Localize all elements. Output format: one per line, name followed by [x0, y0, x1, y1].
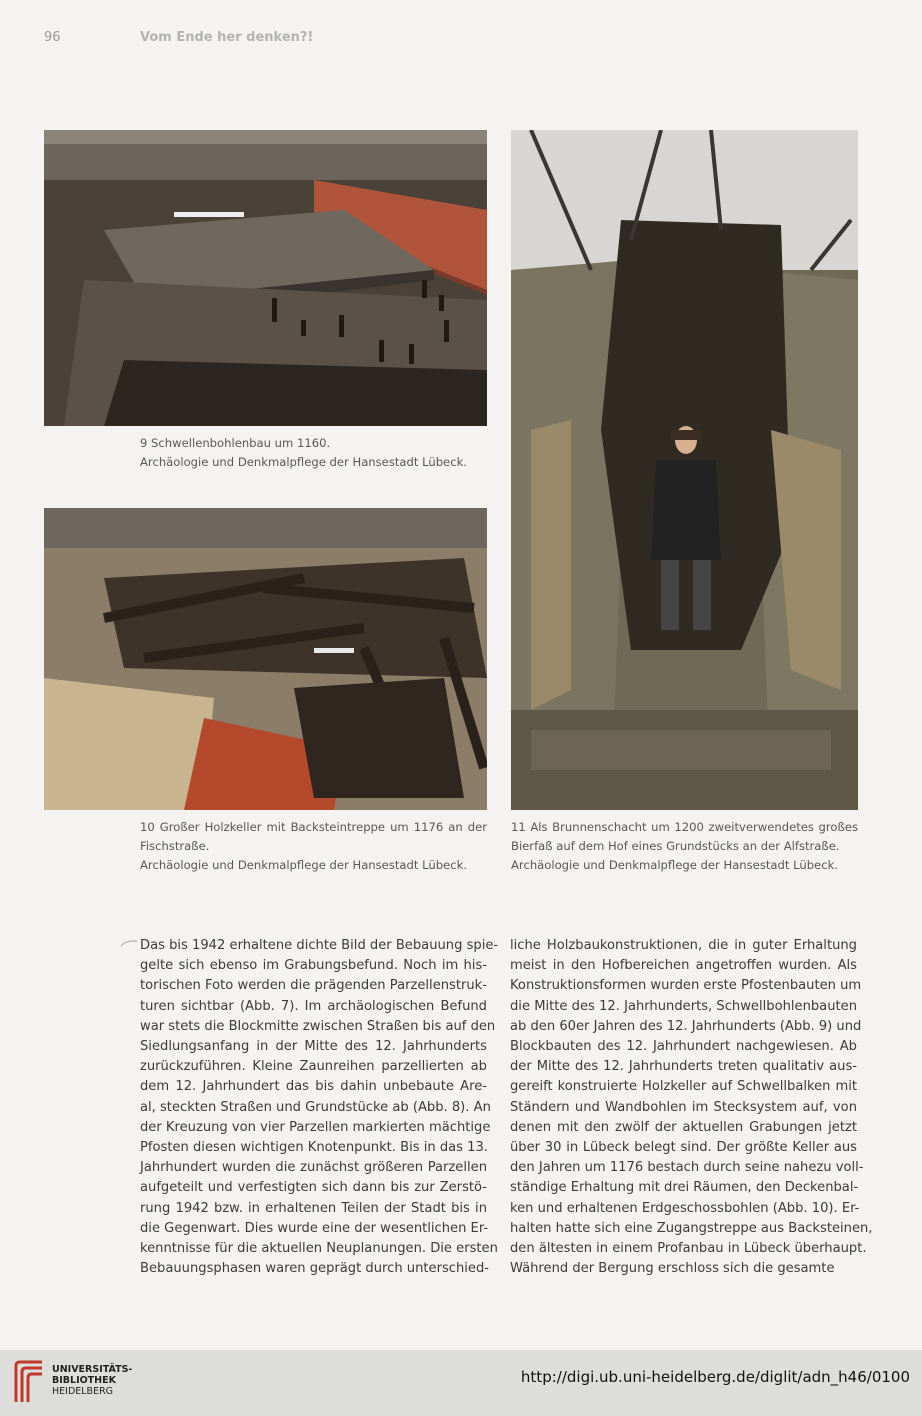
text-line: rung 1942 bzw. in erhaltenen Teilen der Stadt bis in: [140, 1200, 487, 1216]
text-line: der Kreuzung von vier Parzellen markierten mächtige: [140, 1119, 491, 1135]
figure-10-caption: [140, 818, 487, 875]
text-line: Jahrhundert wurden die zunächst größeren Parzellen: [140, 1160, 487, 1176]
text-line: al, steckten Straßen und Grundstücke ab (Abb. 8). An: [140, 1099, 491, 1115]
text-line: Konstruktionsformen wurden erste Pfostenbauten um: [510, 978, 862, 994]
text-line: war stets die Blockmitte zwischen Straßen bis auf den: [140, 1018, 496, 1034]
library-name: [52, 1364, 132, 1397]
text-line: über 30 in Lübeck belegt sind. Der größte Keller aus: [510, 1140, 857, 1156]
figure-10-photo: [44, 508, 487, 810]
source-url-link[interactable]: http://digi.ub.uni-heidelberg.de/diglit/adn_h46/0100: [520, 1368, 910, 1386]
library-name-line: UNIVERSITÄTS-: [52, 1364, 133, 1375]
caption-line: Fischstraße.: [140, 839, 210, 853]
figure-9-caption: [140, 434, 467, 472]
text-line: den Jahren um 1176 bestach durch seine nahezu voll-: [510, 1160, 864, 1176]
text-line: Ständern und Wandbohlen im Stecksystem auf, von: [510, 1099, 857, 1115]
footer-bar: [0, 1350, 922, 1416]
text-line: den ältesten in einem Profanbau in Lübeck überhaupt.: [510, 1241, 867, 1257]
text-line: aufgeteilt und verfestigten sich dann bis zur Zerstö-: [140, 1180, 487, 1196]
text-line: meist in den Hofbereichen angetroffen wurden. Als: [510, 958, 857, 974]
text-line: die Mitte des 12. Jahrhunderts, Schwellbohlenbauten: [510, 998, 857, 1014]
caption-line: Archäologie und Denkmalpflege der Hansestadt Lübeck.: [140, 858, 467, 872]
text-line: Bebauungsphasen waren geprägt durch unterschied-: [140, 1261, 489, 1277]
text-line: torischen Foto werden die prägenden Parzellenstruk-: [140, 978, 487, 994]
text-line: Pfosten diesen wichtigen Knotenpunkt. Bis in das 13.: [140, 1140, 488, 1156]
library-name-line: BIBLIOTHEK: [52, 1375, 116, 1386]
text-line: Blockbauten des 12. Jahrhundert nachgewiesen. Ab: [510, 1039, 857, 1055]
text-line: ständige Erhaltung mit drei Räumen, den Deckenbal-: [510, 1180, 859, 1196]
caption-line: Archäologie und Denkmalpflege der Hansestadt Lübeck.: [140, 455, 467, 469]
text-line: gelte sich ebenso im Grabungsbefund. Noch im his-: [140, 958, 487, 974]
caption-line: 11 Als Brunnenschacht um 1200 zweitverwendetes großes: [511, 820, 858, 834]
figure-11-photo: [511, 130, 858, 810]
caption-line: 10 Großer Holzkeller mit Backsteintreppe um 1176 an der: [140, 820, 487, 834]
pencil-mark-icon: [120, 938, 138, 948]
text-line: Während der Bergung erschloss sich die gesamte: [510, 1261, 835, 1277]
text-line: dem 12. Jahrhundert das bis dahin unbebaute Are-: [140, 1079, 487, 1095]
page-number: 96: [44, 30, 61, 45]
text-line: kenntnisse für die aktuellen Neuplanungen. Die ersten: [140, 1241, 498, 1257]
figure-9-photo: [44, 130, 487, 426]
text-line: die Gegenwart. Dies wurde eine der wesentlichen Er-: [140, 1220, 489, 1236]
text-line: ken und erhaltenen Erdgeschossbohlen (Abb. 10). Er-: [510, 1200, 860, 1216]
text-line: liche Holzbaukonstruktionen, die in guter Erhaltung: [510, 938, 857, 953]
page-header: [44, 30, 313, 45]
text-line: Das bis 1942 erhaltene dichte Bild der Bebauung spie-: [140, 938, 499, 953]
text-line: Siedlungsanfang in der Mitte des 12. Jahrhunderts: [140, 1039, 487, 1055]
body-column-left: [140, 936, 499, 1279]
text-line: ab den 60er Jahren des 12. Jahrhunderts (Abb. 9) und: [510, 1018, 862, 1034]
library-name-line: HEIDELBERG: [52, 1386, 114, 1397]
library-logo-icon: [12, 1358, 46, 1406]
text-line: zurückzuführen. Kleine Zaunreihen parzellierten ab: [140, 1059, 487, 1075]
body-column-right: [510, 936, 873, 1279]
caption-line: 9 Schwellenbohlenbau um 1160.: [140, 436, 331, 450]
caption-line: Bierfaß auf dem Hof eines Grundstücks an der Alfstraße.: [511, 839, 840, 853]
caption-line: Archäologie und Denkmalpflege der Hansestadt Lübeck.: [511, 858, 838, 872]
figure-11-caption: [511, 818, 858, 875]
running-title: Vom Ende her denken?!: [140, 30, 314, 45]
text-line: halten hatte sich eine Zugangstreppe aus Backsteinen,: [510, 1220, 873, 1236]
text-line: turen sichtbar (Abb. 7). Im archäologischen Befund: [140, 998, 487, 1014]
text-line: denen mit den zwölf der aktuellen Grabungen jetzt: [510, 1119, 857, 1135]
text-line: gereift konstruierte Holzkeller auf Schwellbalken mit: [510, 1079, 857, 1095]
text-line: der Mitte des 12. Jahrhunderts treten qualitativ aus-: [510, 1059, 857, 1075]
